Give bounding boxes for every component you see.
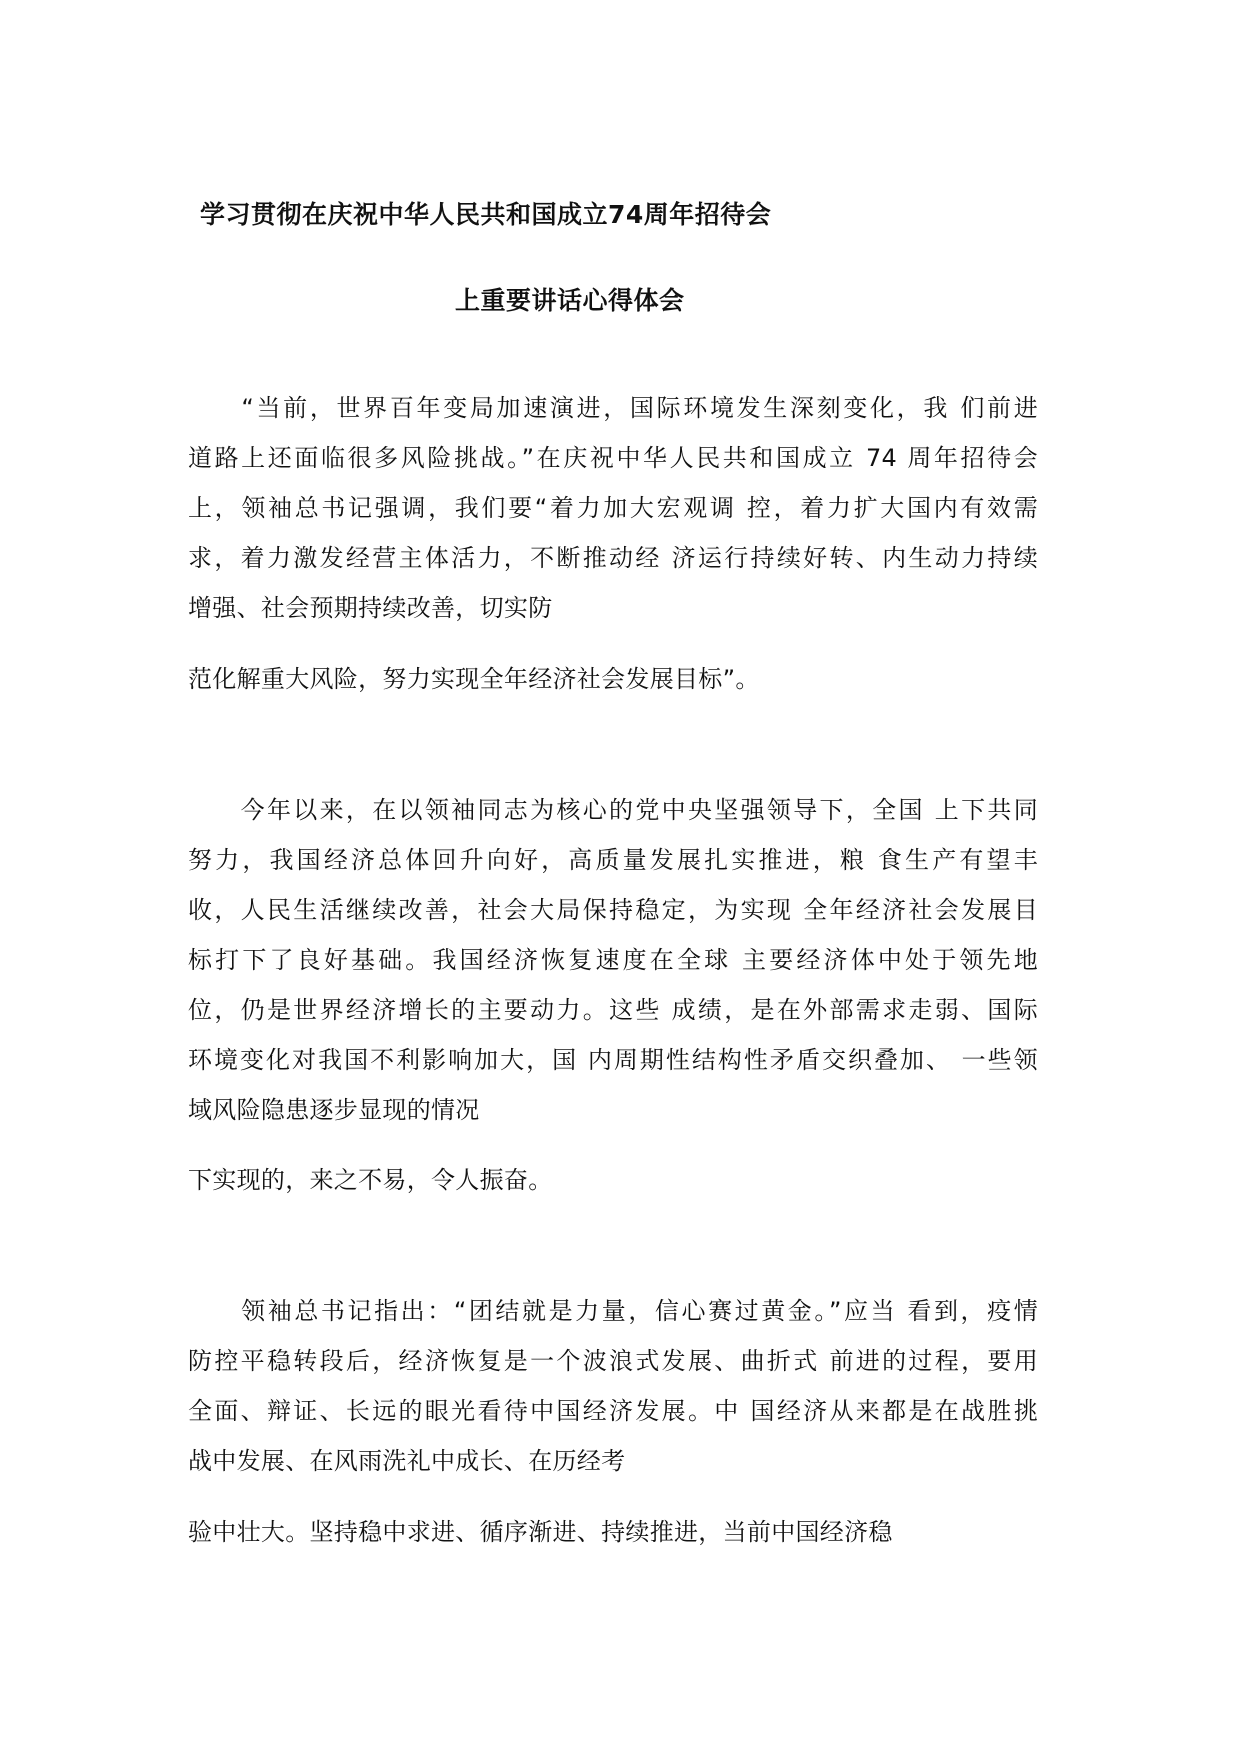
document-title-line-1: 学习贯彻在庆祝中华人民共和国成立74周年招待会 xyxy=(200,200,772,229)
paragraph-1-line-1: “当前，世界百年变局加速演进，国际环境发生深刻变化，我 们前进 xyxy=(188,394,1038,422)
paragraph-1-line-5: 增强、社会预期持续改善，切实防 xyxy=(188,594,553,622)
paragraph-2-line-5: 位，仍是世界经济增长的主要动力。这些 成绩，是在外部需求走弱、国际 xyxy=(188,996,1038,1024)
paragraph-3-line-3: 全面、辩证、长远的眼光看待中国经济发展。中 国经济从来都是在战胜挑 xyxy=(188,1397,1038,1425)
paragraph-3-line-2: 防控平稳转段后，经济恢复是一个波浪式发展、曲折式 前进的过程，要用 xyxy=(188,1347,1038,1375)
paragraph-3-line-5: 验中壮大。坚持稳中求进、循序渐进、持续推进，当前中国经济稳 xyxy=(188,1518,893,1546)
paragraph-2-line-4: 标打下了良好基础。我国经济恢复速度在全球 主要经济体中处于领先地 xyxy=(188,946,1038,974)
paragraph-3-line-1: 领袖总书记指出：“团结就是力量，信心赛过黄金。”应当 看到，疫情 xyxy=(188,1297,1038,1325)
paragraph-1-line-2: 道路上还面临很多风险挑战。”在庆祝中华人民共和国成立 74 周年招待会 xyxy=(188,444,1038,472)
document-title-line-2: 上重要讲话心得体会 xyxy=(455,286,685,315)
paragraph-2-line-6: 环境变化对我国不利影响加大，国 内周期性结构性矛盾交织叠加、 一些领 xyxy=(188,1046,1038,1074)
paragraph-2-line-2: 努力，我国经济总体回升向好，高质量发展扎实推进，粮 食生产有望丰 xyxy=(188,846,1038,874)
paragraph-2-line-8: 下实现的，来之不易，令人振奋。 xyxy=(188,1166,553,1194)
paragraph-2-line-7: 域风险隐患逐步显现的情况 xyxy=(188,1096,480,1124)
paragraph-3-line-4: 战中发展、在风雨洗礼中成长、在历经考 xyxy=(188,1447,626,1475)
paragraph-1-line-4: 求，着力激发经营主体活力，不断推动经 济运行持续好转、内生动力持续 xyxy=(188,544,1038,572)
paragraph-2-line-3: 收，人民生活继续改善，社会大局保持稳定，为实现 全年经济社会发展目 xyxy=(188,896,1038,924)
paragraph-1-line-6: 范化解重大风险，努力实现全年经济社会发展目标”。 xyxy=(188,665,760,693)
paragraph-1-line-3: 上，领袖总书记强调，我们要“着力加大宏观调 控，着力扩大国内有效需 xyxy=(188,494,1038,522)
paragraph-2-line-1: 今年以来，在以领袖同志为核心的党中央坚强领导下，全国 上下共同 xyxy=(188,796,1038,824)
